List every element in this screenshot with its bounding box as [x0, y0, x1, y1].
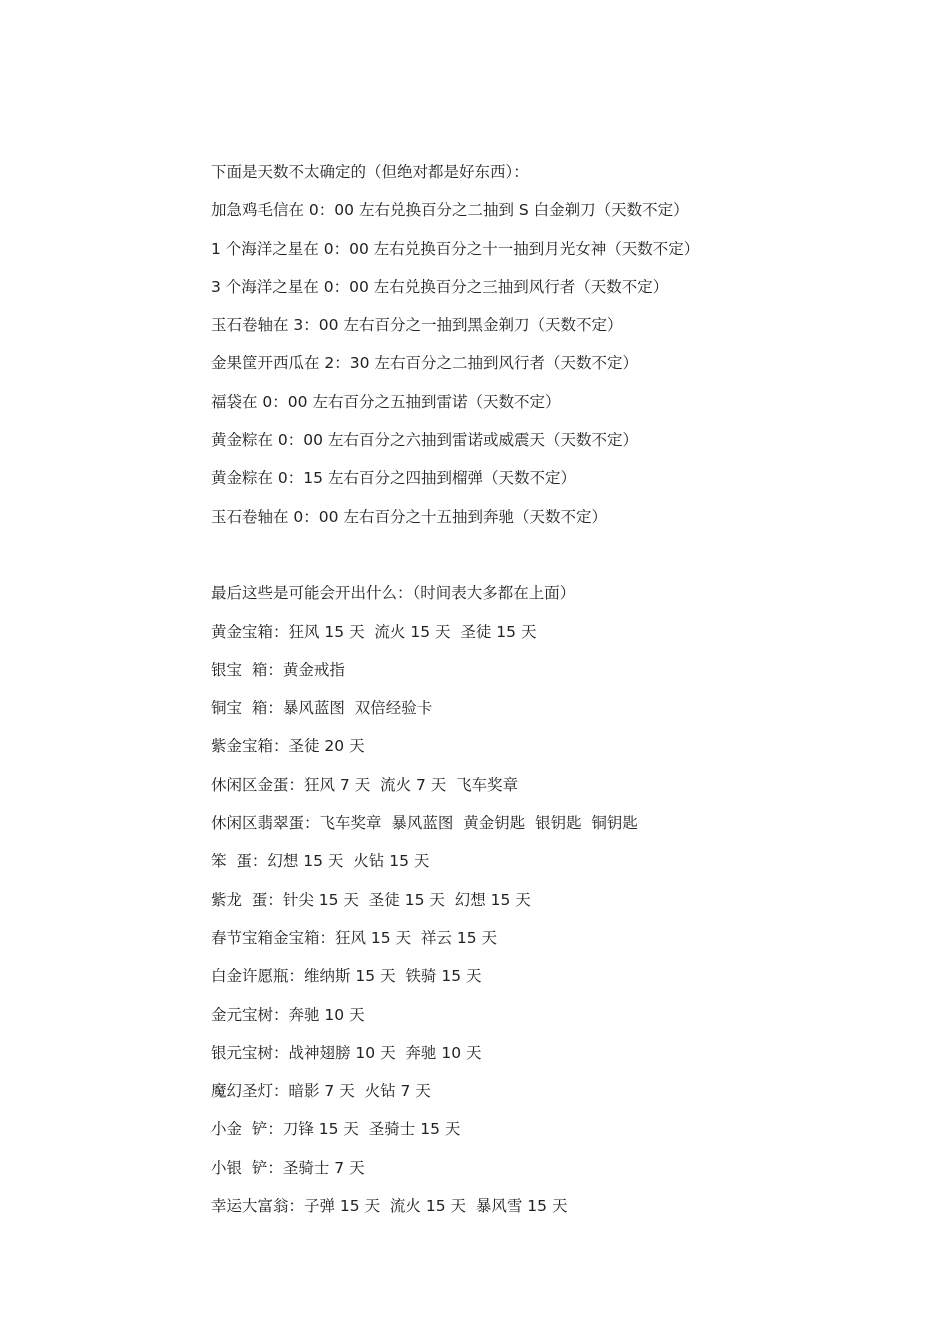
section1-line: 黄金粽在 0：00 左右百分之六抽到雷诺或威震天（天数不定）	[211, 431, 638, 450]
section1-line: 玉石卷轴在 3：00 左右百分之一抽到黑金剃刀（天数不定）	[211, 316, 623, 335]
section1-heading: 下面是天数不太确定的（但绝对都是好东西）：	[211, 163, 529, 181]
section1-line: 黄金粽在 0：15 左右百分之四抽到榴弹（天数不定）	[211, 469, 576, 488]
section2-line: 幸运大富翁：子弹 15 天 流火 15 天 暴风雪 15 天	[211, 1197, 568, 1216]
section2-line: 铜宝 箱：暴风蓝图 双倍经验卡	[211, 699, 433, 718]
section2-line: 紫龙 蛋：针尖 15 天 圣徒 15 天 幻想 15 天	[211, 890, 531, 909]
section2-line: 小银 铲：圣骑士 7 天	[211, 1158, 365, 1177]
section2-line: 春节宝箱金宝箱：狂风 15 天 祥云 15 天	[211, 928, 498, 947]
section1-line: 福袋在 0：00 左右百分之五抽到雷诺（天数不定）	[211, 392, 561, 411]
section1-line: 金果筐开西瓜在 2：30 左右百分之二抽到风行者（天数不定）	[211, 354, 638, 373]
section1-line: 玉石卷轴在 0：00 左右百分之十五抽到奔驰（天数不定）	[211, 507, 607, 526]
section2-line: 黄金宝箱：狂风 15 天 流火 15 天 圣徒 15 天	[211, 622, 537, 641]
document-content	[211, 153, 911, 1225]
section2-line: 紫金宝箱：圣徒 20 天	[211, 737, 365, 756]
section2-line: 小金 铲：刀锋 15 天 圣骑士 15 天	[211, 1120, 461, 1139]
section2-line: 休闲区翡翠蛋：飞车奖章 暴风蓝图 黄金钥匙 银钥匙 铜钥匙	[211, 814, 638, 833]
section2-line: 金元宝树：奔驰 10 天	[211, 1005, 365, 1024]
section1-line: 1 个海洋之星在 0：00 左右兑换百分之十一抽到月光女神（天数不定）	[211, 239, 700, 258]
section2-line: 银宝 箱：黄金戒指	[211, 660, 345, 679]
section2-line: 银元宝树：战神翅膀 10 天 奔驰 10 天	[211, 1043, 482, 1062]
section1-line: 3 个海洋之星在 0：00 左右兑换百分之三抽到风行者（天数不定）	[211, 277, 669, 296]
section2-line: 魔幻圣灯：暗影 7 天 火钻 7 天	[211, 1082, 431, 1101]
section2-heading: 最后这些是可能会开出什么：（时间表大多都在上面）	[211, 584, 576, 603]
section2-line: 笨 蛋：幻想 15 天 火钻 15 天	[211, 852, 430, 871]
section2-line: 白金许愿瓶：维纳斯 15 天 铁骑 15 天	[211, 967, 482, 986]
section1-line: 加急鸡毛信在 0：00 左右兑换百分之二抽到 S 白金剃刀（天数不定）	[211, 201, 689, 220]
section2-line: 休闲区金蛋：狂风 7 天 流火 7 天 飞车奖章	[211, 775, 519, 794]
section-spacer	[211, 536, 911, 574]
